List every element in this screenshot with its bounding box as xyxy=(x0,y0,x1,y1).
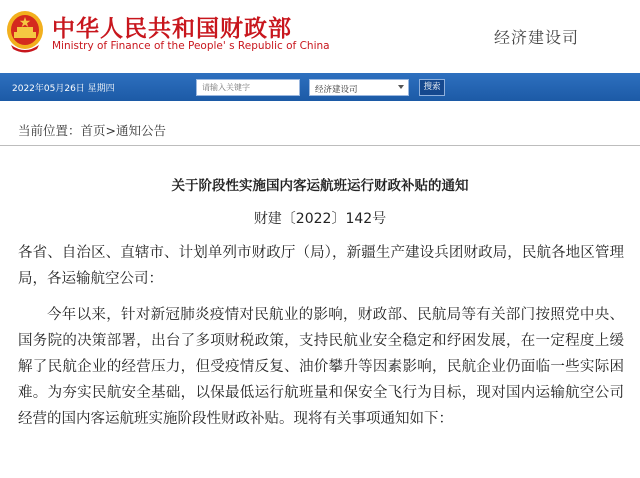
content-divider xyxy=(0,145,640,146)
document-title: 关于阶段性实施国内客运航班运行财政补贴的通知 xyxy=(171,178,469,194)
breadcrumb[interactable]: 当前位置：首页>通知公告 xyxy=(18,123,166,138)
current-date: 2022年05月26日 星期四 xyxy=(12,84,115,94)
department-link[interactable]: 经济建设司 xyxy=(494,28,580,47)
search-scope-value: 经济建设司 xyxy=(315,85,358,95)
document-addressee: 各省、自治区、直辖市、计划单列市财政厅（局），新疆生产建设兵团财政局，民航各地区管理局，各运输航空公司： xyxy=(18,245,624,287)
document-number: 财建〔2022〕142号 xyxy=(253,211,387,227)
nav-bar xyxy=(0,73,640,101)
site-title-en: Ministry of Finance of the People' s Republic of China xyxy=(52,40,330,52)
search-scope-select[interactable] xyxy=(309,79,409,96)
document-body-paragraph: 今年以来，针对新冠肺炎疫情对民航业的影响，财政部、民航局等有关部门按照党中央、国务院的决策部署，出台了多项财税政策，支持民航业安全稳定和纾困发展，在一定程度上缓解了民航企业的经营压力，但受疫情反复、油价攀升等因素影响，民航企业仍面临一些实际困难。为夯实民航安全基础，以保最低运行航班量和保安全飞行为目标，现对国内运输航空公司经营的国内客运航班实施阶段性财政补贴。现将有关事项通知如下： xyxy=(18,307,624,427)
search-button[interactable]: 搜索 xyxy=(419,79,445,96)
site-header xyxy=(0,0,640,68)
site-title-cn[interactable]: 中华人民共和国财政部 xyxy=(52,16,292,42)
search-input[interactable] xyxy=(196,79,300,96)
national-emblem-icon[interactable] xyxy=(5,9,45,55)
chevron-down-icon xyxy=(398,85,404,89)
